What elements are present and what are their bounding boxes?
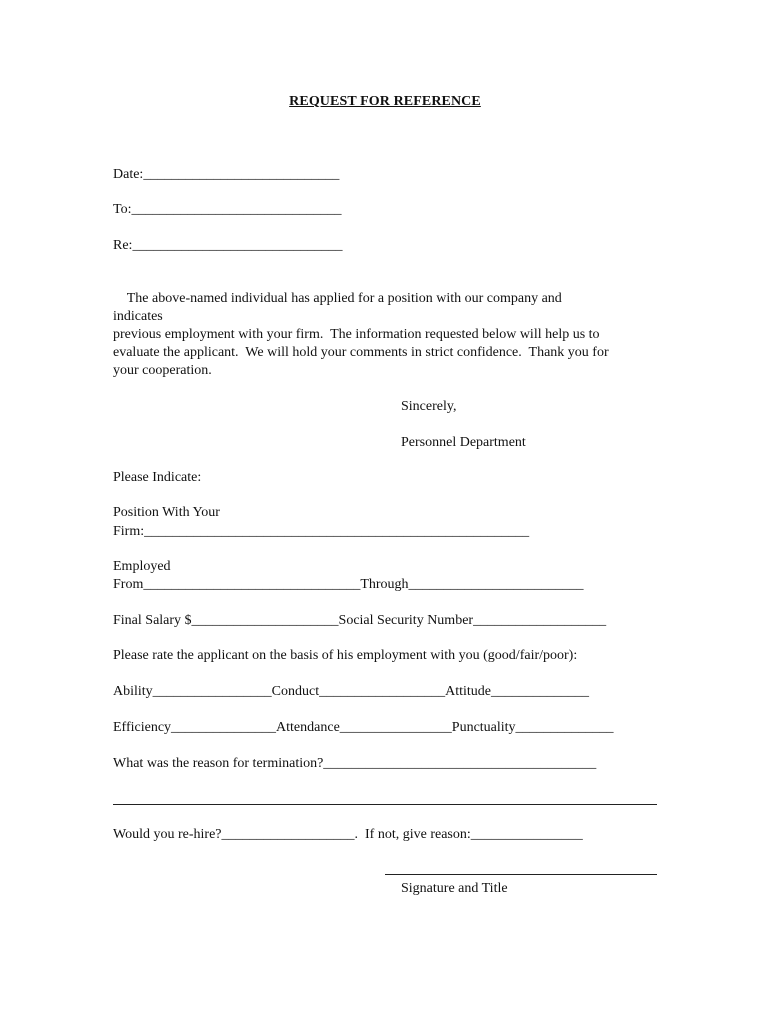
- re-field[interactable]: Re:______________________________: [113, 238, 343, 253]
- termination-continuation-line[interactable]: [113, 804, 657, 805]
- please-indicate-label: Please Indicate:: [113, 470, 202, 485]
- employed-label: Employed: [113, 559, 171, 574]
- intro-line-3: previous employment with your firm. The information requested below will help us to: [113, 327, 600, 342]
- employed-dates-field[interactable]: From_______________________________Through_________________________: [113, 577, 584, 592]
- closing-department: Personnel Department: [401, 435, 526, 450]
- position-label: Position With Your: [113, 505, 220, 520]
- salary-ssn-field[interactable]: Final Salary $_____________________Social Security Number___________________: [113, 613, 607, 628]
- intro-line-1: The above-named individual has applied for a position with our company and: [113, 291, 562, 306]
- rating-row-2[interactable]: Efficiency_______________Attendance________________Punctuality______________: [113, 720, 614, 735]
- intro-line-2: indicates: [113, 309, 163, 324]
- document-title: REQUEST FOR REFERENCE: [289, 94, 481, 109]
- intro-line-5: your cooperation.: [113, 363, 212, 378]
- termination-field[interactable]: What was the reason for termination?_______________________________________: [113, 756, 597, 771]
- intro-line-4: evaluate the applicant. We will hold your comments in strict confidence. Thank you for: [113, 345, 609, 360]
- position-field[interactable]: Firm:_______________________________________________________: [113, 524, 530, 539]
- rehire-field[interactable]: Would you re-hire?___________________. If not, give reason:________________: [113, 827, 583, 842]
- signature-label: Signature and Title: [401, 881, 508, 896]
- rate-prompt: Please rate the applicant on the basis of his employment with you (good/fair/poor):: [113, 648, 578, 663]
- closing-sincerely: Sincerely,: [401, 399, 457, 414]
- date-field[interactable]: Date:____________________________: [113, 167, 340, 182]
- to-field[interactable]: To:______________________________: [113, 202, 342, 217]
- signature-line[interactable]: [385, 874, 657, 875]
- rating-row-1[interactable]: Ability_________________Conduct__________________Attitude______________: [113, 684, 589, 699]
